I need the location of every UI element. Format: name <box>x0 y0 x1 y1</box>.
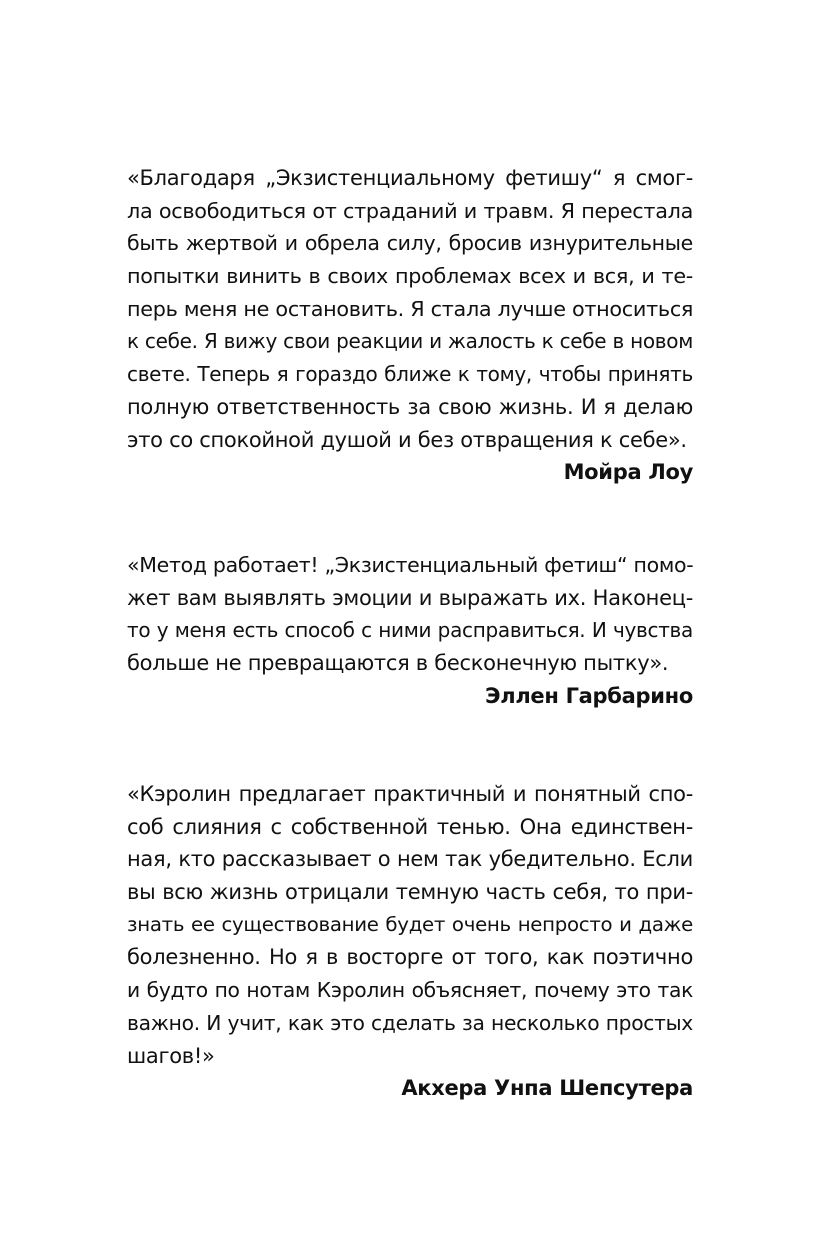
testimonial-line: болезненно. Но я в восторге от того, как поэтично <box>127 945 693 970</box>
testimonial-line: и будто по нотам Кэролин объясняет, почему это так <box>127 978 693 1003</box>
testimonial-author: Мойра Лоу <box>563 460 693 485</box>
testimonial-line: больше не превращаются в бесконечную пытку». <box>127 651 669 676</box>
testimonial-line: к себе. Я вижу свои реакции и жалость к себе в новом <box>127 329 693 354</box>
testimonial-line: «Метод работает! „Экзистенциальный фетиш“ помо- <box>127 553 693 577</box>
testimonial-line: то у меня есть способ с ними расправиться. И чувства <box>127 618 693 643</box>
testimonial-line: быть жертвой и обрела силу, бросив изнурительные <box>127 231 693 256</box>
testimonial-author: Эллен Гарбарино <box>485 683 693 708</box>
testimonial <box>127 778 693 1105</box>
testimonial-line: ла освободиться от страданий и травм. Я перестала <box>127 198 693 223</box>
testimonial-line: попытки винить в своих проблемах всех и вся, и те- <box>127 264 693 289</box>
testimonial-line: вы всю жизнь отрицали темную часть себя, то при- <box>127 880 693 905</box>
testimonial-line: соб слияния с собственной тенью. Она единствен- <box>127 814 693 839</box>
testimonial-line: свете. Теперь я гораздо ближе к тому, чтобы принять <box>127 362 693 387</box>
testimonial-author: Акхера Унпа Шепсутера <box>401 1076 693 1101</box>
testimonial-line: знать ее существование будет очень непросто и даже <box>127 912 693 936</box>
testimonial-line: это со спокойной душой и без отвращения к себе». <box>127 427 687 452</box>
testimonial-line: жет вам выявлять эмоции и выражать их. Наконец- <box>127 585 693 610</box>
testimonial-line: ная, кто рассказывает о нем так убедительно. Если <box>127 847 693 872</box>
testimonial-line: «Благодаря „Экзистенциальному фетишу“ я смог- <box>127 166 693 190</box>
testimonial-line: перь меня не остановить. Я стала лучше относиться <box>127 296 693 321</box>
testimonial-line: полную ответственность за свою жизнь. И я делаю <box>127 394 693 419</box>
testimonial-line: важно. И учит, как это сделать за несколько простых <box>127 1010 693 1035</box>
testimonial-line: «Кэролин предлагает практичный и понятный спо- <box>127 782 693 806</box>
testimonial <box>127 549 693 712</box>
testimonial-line: шагов!» <box>127 1043 215 1068</box>
testimonial <box>127 162 693 489</box>
